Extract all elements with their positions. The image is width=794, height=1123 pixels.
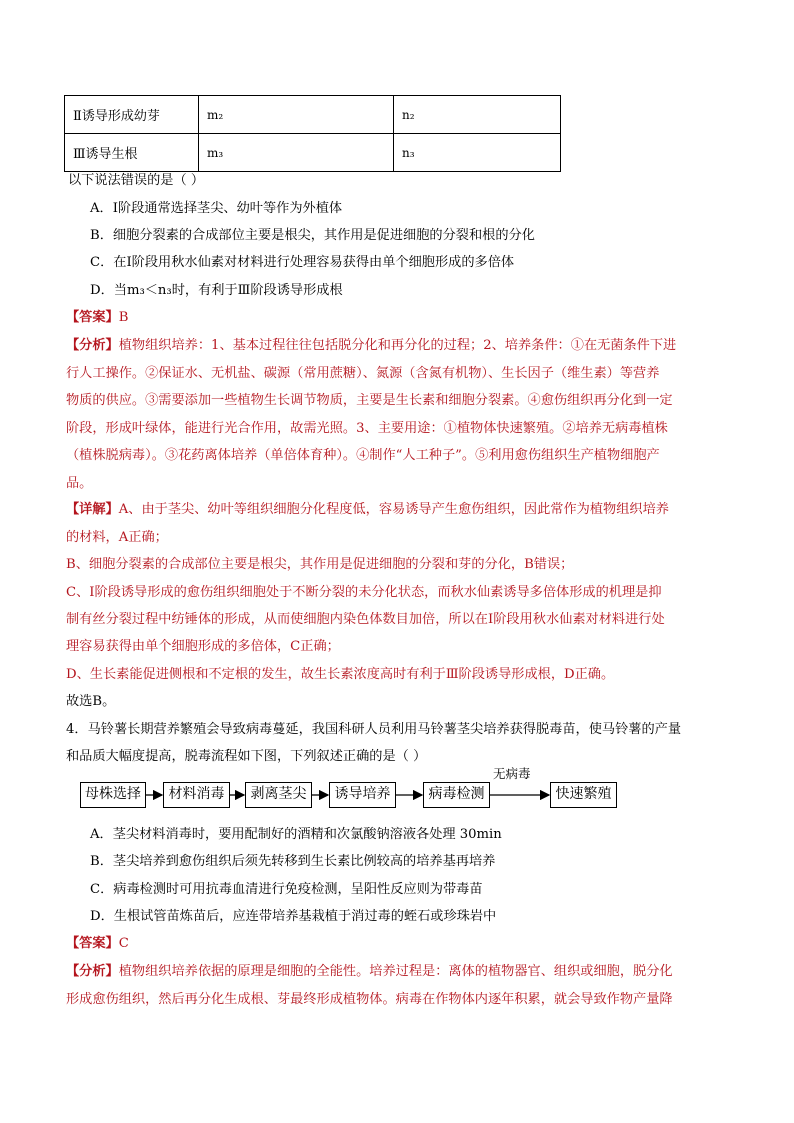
- q3-detail-line: C、Ⅰ阶段诱导形成的愈伤组织细胞处于不断分裂的未分化状态，而秋水仙素诱导多倍体形成的机理是抑: [66, 585, 662, 600]
- flow-step-box: 病毒检测: [423, 782, 490, 808]
- q4-stem-line: 4．马铃薯长期营养繁殖会导致病毒蔓延，我国科研人员利用马铃薯茎尖培养获得脱毒苗，使马铃薯的产量: [66, 722, 682, 737]
- flow-step-box: 诱导培养: [329, 782, 396, 808]
- q4-answer: [66, 935, 726, 953]
- answer-tag: 【答案】: [66, 936, 119, 951]
- q3-option-a: A．Ⅰ阶段通常选择茎尖、幼叶等作为外植体: [90, 201, 343, 216]
- q3-answer: [66, 309, 726, 327]
- q3-detail-line: 【详解】A、由于茎尖、幼叶等组织细胞分化程度低，容易诱导产生愈伤组织，因此常作为植物组织培养: [66, 502, 669, 517]
- q4-stem-line: 和品质大幅度提高，脱毒流程如下图，下列叙述正确的是（ ）: [66, 749, 427, 764]
- q3-detail-line: 制有丝分裂过程中纺锤体的形成，从而使细胞内染色体数目加倍，所以在Ⅰ阶段用秋水仙素对材料进行处: [66, 612, 665, 627]
- table-row: [65, 134, 561, 172]
- culture-stage-table: [64, 95, 561, 172]
- stage-cell: Ⅲ诱导生根: [65, 134, 199, 172]
- stage-cell: Ⅱ诱导形成幼芽: [65, 96, 199, 134]
- flow-arrow-label: 无病毒: [493, 766, 531, 781]
- answer-value: C: [118, 936, 129, 951]
- answer-tag: 【答案】: [66, 310, 119, 325]
- q3-detail-line: B、细胞分裂素的合成部位主要是根尖，其作用是促进细胞的分裂和芽的分化，B错误；: [66, 557, 574, 572]
- q4-option-a: A．茎尖材料消毒时，要用配制好的酒精和次氯酸钠溶液各处理 30min: [90, 827, 502, 842]
- flow-step-box: 材料消毒: [163, 782, 230, 808]
- answer-value: B: [118, 310, 129, 325]
- q3-detail-line: 理容易获得由单个细胞形成的多倍体，C正确；: [66, 639, 340, 654]
- flow-step-box: 剥离茎尖: [245, 782, 312, 808]
- flow-step-box: 母株选择: [80, 782, 146, 808]
- n-value-cell: n₃: [394, 134, 561, 172]
- q3-analysis-line: 【分析】植物组织培养：1、基本过程往往包括脱分化和再分化的过程；2、培养条件：①在无菌条件下进: [66, 338, 677, 353]
- table-row: [65, 96, 561, 134]
- q4-analysis-line: 形成愈伤组织，然后再分化生成根、芽最终形成植物体。病毒在作物体内逐年积累，就会导致作物产量降: [66, 992, 673, 1007]
- q3-prompt: 以下说法错误的是（ ）: [68, 173, 205, 188]
- q3-analysis-line: 行人工操作。②保证水、无机盐、碳源（常用蔗糖）、氮源（含氮有机物）、生长因子（维生素）等营养: [66, 366, 660, 381]
- analysis-tag: 【分析】: [66, 964, 119, 979]
- q3-analysis-line: 物质的供应。③需要添加一些植物生长调节物质，主要是生长素和细胞分裂素。④愈伤组织再分化到一定: [66, 393, 673, 408]
- m-value-cell: m₂: [199, 96, 394, 134]
- n-value-cell: n₂: [394, 96, 561, 134]
- q4-option-d: D．生根试管苗炼苗后，应连带培养基栽植于消过毒的蛭石或珍珠岩中: [90, 909, 497, 924]
- detail-tag: 【详解】: [66, 502, 119, 517]
- flow-step-box: 快速繁殖: [550, 782, 617, 808]
- q3-analysis-line: （植株脱病毒）。③花药离体培养（单倍体育种）。④制作“人工种子”。⑤利用愈伤组织生产植物细胞产: [66, 448, 660, 463]
- q3-option-d: D．当m₃＜n₃时，有利于Ⅲ阶段诱导形成根: [90, 283, 343, 298]
- q3-option-c: C．在Ⅰ阶段用秋水仙素对材料进行处理容易获得由单个细胞形成的多倍体: [90, 255, 515, 270]
- q3-analysis-line: 品。: [66, 476, 93, 491]
- analysis-tag: 【分析】: [66, 338, 119, 353]
- q4-option-b: B．茎尖培养到愈伤组织后须先转移到生长素比例较高的培养基再培养: [90, 854, 496, 869]
- q4-analysis-line: 【分析】植物组织培养依据的原理是细胞的全能性。培养过程是：离体的植物器官、组织或细胞，脱分化: [66, 964, 673, 979]
- q3-analysis-line: 阶段，形成叶绿体，能进行光合作用，故需光照。3、主要用途：①植物体快速繁殖。②培养无病毒植株: [66, 421, 668, 436]
- m-value-cell: m₃: [199, 134, 394, 172]
- q3-detail-line: D、生长素能促进侧根和不定根的发生，故生长素浓度高时有利于Ⅲ阶段诱导形成根，D正确。: [66, 667, 615, 682]
- q3-option-b: B．细胞分裂素的合成部位主要是根尖，其作用是促进细胞的分裂和根的分化: [90, 228, 535, 243]
- q3-conclusion: 故选B。: [66, 694, 116, 709]
- q4-option-c: C．病毒检测时可用抗毒血清进行免疫检测，呈阳性反应则为带毒苗: [90, 882, 483, 897]
- q3-detail-line: 的材料，A正确；: [66, 530, 168, 545]
